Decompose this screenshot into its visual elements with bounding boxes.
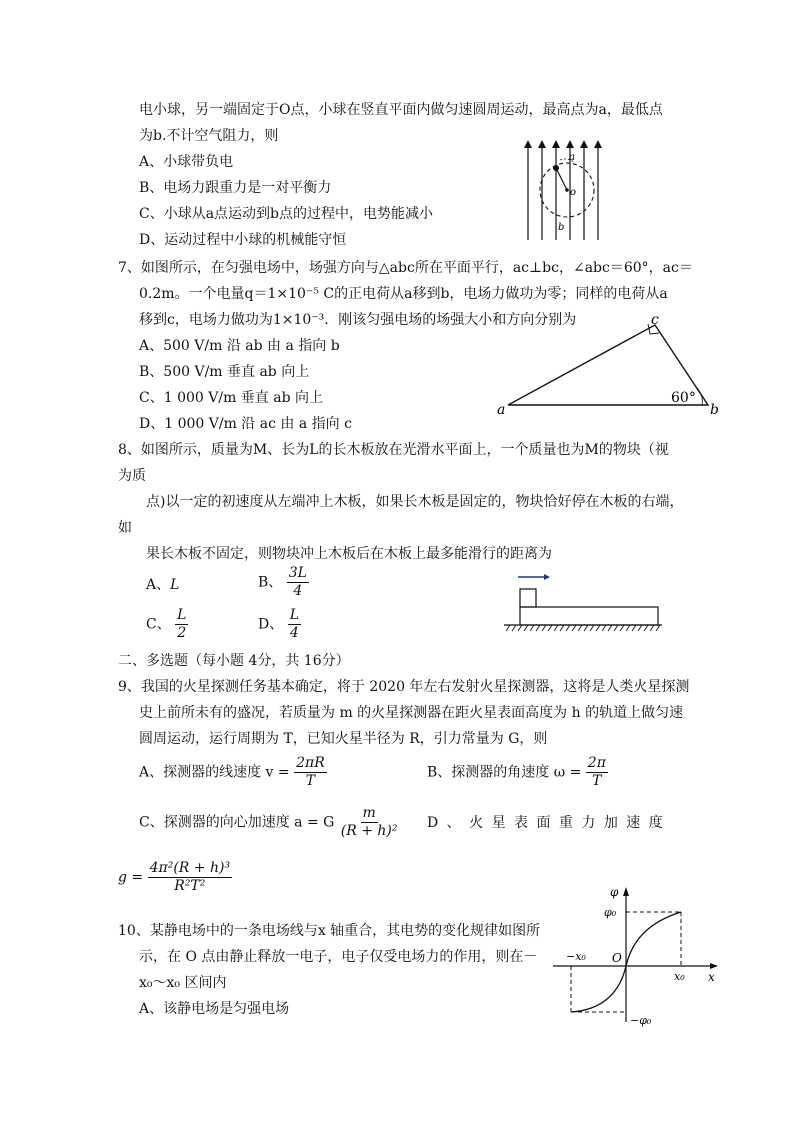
q8-option-d-fraction — [288, 607, 301, 642]
q9-option-c — [139, 805, 400, 840]
q6-text-line1: 电小球，另一端固定于O点，小球在竖直平面内做匀速圆周运动，最高点为a，最低点 — [139, 102, 663, 118]
q8-option-b-numerator: 3L — [288, 565, 307, 581]
q8-option-c — [146, 607, 188, 642]
q10-fig-label-origin: O — [612, 951, 622, 965]
q8-option-d — [258, 607, 301, 642]
q7-fig-label-angle: 60° — [671, 390, 696, 406]
q6-text-line2: 为b.不计空气阻力，则 — [139, 128, 279, 144]
q8-option-d-numerator: L — [289, 607, 299, 623]
q8-text-line4: 如 — [118, 520, 132, 536]
q10-text-line2: 示，在 O 点由静止释放一电子，电子仅受电场力的作用，则在－ — [139, 949, 538, 965]
q8-text-line5: 果长木板不固定，则物块冲上木板后在木板上最多能滑行的距离为 — [146, 546, 552, 562]
q10-text-line1: 10、某静电场中的一条电场线与x 轴重合，其电势的变化规律如图所 — [118, 923, 541, 939]
q7-text-line2: 0.2m。一个电量q＝1×10⁻⁵ C的正电荷从a移到b，电场力做功为零；同样的电荷从a — [139, 286, 668, 302]
section2-heading: 二、多选题（每小题 4分，共 16分） — [118, 653, 350, 669]
q9-option-b-denominator: T — [592, 773, 602, 789]
q7-text-line3: 移到c，电场力做功为1×10⁻³．刚该匀强电场的场强大小和方向分别为 — [139, 312, 577, 328]
q9-text-line2: 史上前所未有的盛况，若质量为 m 的火星探测器在距火星表面高度为 h 的轨道上做匀速 — [139, 705, 684, 721]
q8-text-line2: 为质 — [118, 468, 146, 484]
q8-option-c-prefix: C、 — [146, 616, 171, 633]
q9-option-d-formula — [118, 860, 232, 895]
q8-option-b-denominator: 4 — [293, 583, 303, 599]
q10-fig-label-neg-x0: −x₀ — [566, 950, 586, 963]
q7-option-b: B、500 V/m 垂直 ab 向上 — [139, 364, 310, 380]
q7-fig-label-a: a — [497, 402, 506, 418]
q9-option-d-numerator: 4π²(R + h)³ — [149, 860, 231, 876]
q9-text-line3: 圆周运动，运行周期为 T，已知火星半径为 R，引力常量为 G，则 — [139, 731, 548, 747]
q9-option-c-fraction — [339, 805, 400, 840]
q9-option-a-text: A、探测器的线速度 v = — [139, 764, 290, 781]
q10-fig-label-x: x — [708, 970, 715, 984]
q10-text-line3: x₀～x₀ 区间内 — [139, 975, 227, 991]
q8-option-b-prefix: B、 — [258, 574, 283, 591]
q9-option-a — [139, 755, 327, 790]
q7-fig-label-c: c — [651, 312, 659, 328]
q8-option-c-fraction — [175, 607, 188, 642]
q6-field-figure — [520, 140, 610, 245]
q6-option-b: B、电场力跟重力是一对平衡力 — [139, 180, 332, 196]
q8-text-line1: 8、如图所示，质量为M、长为L的长木板放在光滑水平面上，一个质量也为M的物块（视 — [118, 442, 669, 458]
q9-option-d: D 、 火 星 表 面 重 力 加 速 度 — [427, 815, 665, 831]
q8-option-a — [146, 575, 179, 595]
q10-fig-label-phi0: φ₀ — [604, 906, 617, 919]
q9-option-a-denominator: T — [305, 773, 316, 789]
q7-fig-label-b: b — [710, 402, 719, 418]
q8-option-a-value: L — [170, 577, 180, 593]
q9-option-b-numerator: 2π — [587, 755, 606, 771]
q8-board-figure — [500, 572, 665, 642]
q9-option-c-text: C、探测器的向心加速度 a = G — [139, 814, 335, 831]
q9-option-a-numerator: 2πR — [296, 755, 325, 771]
q10-fig-label-neg-phi0: −φ₀ — [630, 1014, 652, 1027]
q9-option-a-fraction — [294, 755, 327, 790]
q9-option-c-denominator: (R + h)² — [340, 823, 398, 839]
q9-text-line1: 9、我国的火星探测任务基本确定，将于 2020 年左右发射火星探测器，这将是人类火星探测 — [118, 679, 690, 695]
q7-text-line1: 7、如图所示，在匀强电场中，场强方向与△abc所在平面平行，ac⊥bc，∠abc＝60°，ac＝ — [118, 260, 693, 276]
q8-option-d-prefix: D、 — [258, 616, 284, 633]
q9-option-d-fraction — [148, 860, 232, 895]
q9-option-b — [427, 755, 608, 790]
q6-fig-label-o: o — [570, 187, 577, 198]
q7-option-a: A、500 V/m 沿 ab 由 a 指向 b — [139, 338, 340, 354]
q6-fig-label-b: b — [558, 222, 565, 233]
q9-option-d-g: g = — [118, 869, 144, 886]
q8-option-b-fraction — [287, 565, 309, 600]
q10-potential-graph — [548, 882, 723, 1027]
q7-option-d: D、1 000 V/m 沿 ac 由 a 指向 c — [139, 416, 352, 432]
q9-option-b-text: B、探测器的角速度 ω = — [427, 764, 582, 781]
q9-option-b-fraction — [586, 755, 608, 790]
q10-fig-label-x0: x₀ — [674, 970, 685, 983]
q6-option-d: D、运动过程中小球的机械能守恒 — [139, 232, 347, 248]
q7-option-c: C、1 000 V/m 垂直 ab 向上 — [139, 390, 324, 406]
q8-option-b — [258, 565, 309, 600]
q8-option-c-denominator: 2 — [177, 625, 187, 641]
q10-option-a: A、该静电场是匀强电场 — [139, 1001, 290, 1017]
q7-triangle-figure — [490, 310, 730, 420]
q8-option-d-denominator: 4 — [289, 625, 299, 641]
q8-text-line3: 点)以一定的初速度从左端冲上木板，如果长木板是固定的，物块恰好停在木板的右端， — [146, 494, 684, 510]
q9-option-c-numerator: m — [362, 805, 376, 821]
q6-fig-label-a: a — [569, 152, 575, 163]
q6-option-c: C、小球从a点运动到b点的过程中，电势能减小 — [139, 206, 434, 222]
q8-option-a-prefix: A、 — [146, 577, 171, 593]
q9-option-d-denominator: R²T² — [174, 878, 206, 894]
q6-option-a: A、小球带负电 — [139, 154, 234, 170]
q10-fig-label-phi: φ — [610, 885, 619, 899]
q8-option-c-numerator: L — [177, 607, 187, 623]
